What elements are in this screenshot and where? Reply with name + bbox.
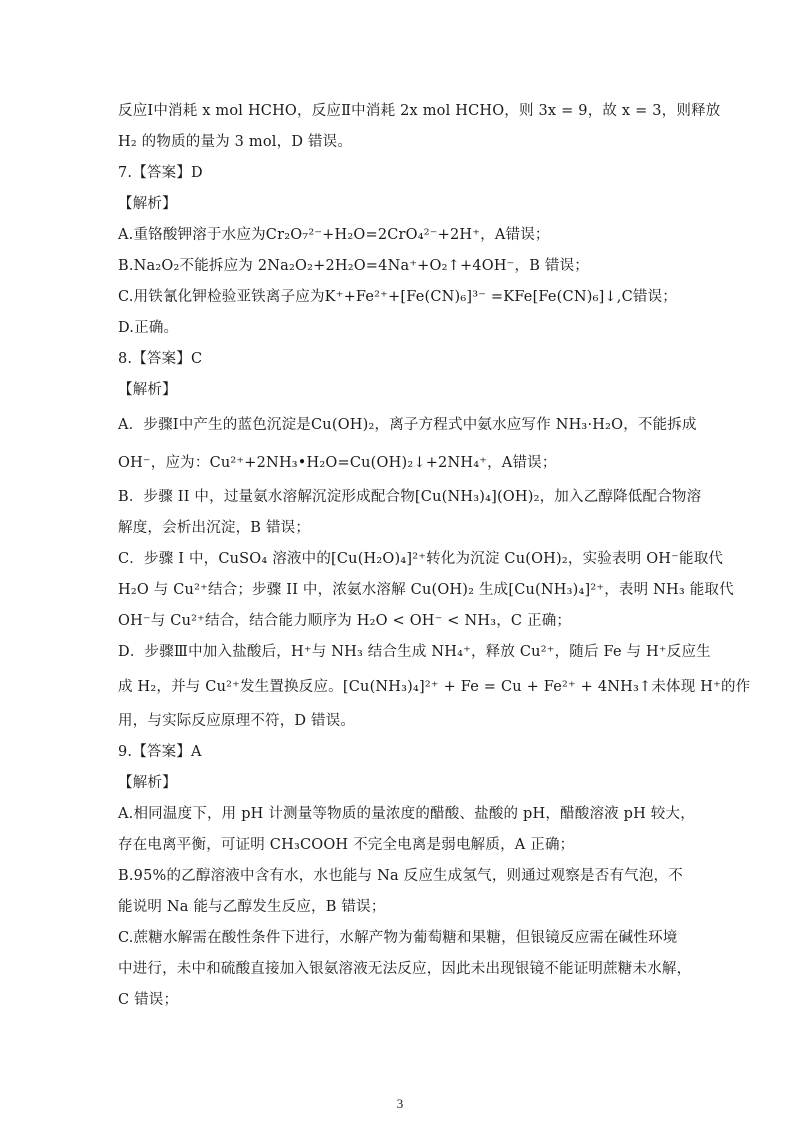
text-line: D.正确。 — [118, 320, 179, 336]
text-line: 反应Ⅰ中消耗 x mol HCHO，反应Ⅱ中消耗 2x mol HCHO，则 3x = 9，故 x = 3，则释放 — [118, 103, 721, 119]
text-line: A．步骤I中产生的蓝色沉淀是Cu(OH)₂，离子方程式中氨水应写作 NH₃·H₂O，不能拆成 — [118, 417, 697, 433]
text-line: C.用铁氰化钾检验亚铁离子应为K⁺+Fe²⁺+[Fe(CN)₆]³⁻ =KFe[Fe(CN)₆]↓,C错误； — [118, 289, 677, 305]
question-answer-heading: 8.【答案】C — [118, 351, 203, 367]
text-line: C．步骤 I 中，CuSO₄ 溶液中的[Cu(H₂O)₄]²⁺转化为沉淀 Cu(OH)₂，实验表明 OH⁻能取代 — [118, 551, 724, 567]
analysis-heading: 【解析】 — [118, 775, 177, 791]
text-line: B.95%的乙醇溶液中含有水，水也能与 Na 反应生成氢气，则通过观察是否有气泡，不 — [118, 868, 683, 884]
text-line: D．步骤Ⅲ中加入盐酸后，H⁺与 NH₃ 结合生成 NH₄⁺，释放 Cu²⁺，随后 Fe 与 H⁺反应生 — [118, 644, 711, 660]
text-line: H₂ 的物质的量为 3 mol，D 错误。 — [118, 134, 353, 150]
question-answer-heading: 9.【答案】A — [118, 744, 202, 760]
text-line: 成 H₂，并与 Cu²⁺发生置换反应。[Cu(NH₃)₄]²⁺ + Fe = Cu + Fe²⁺ + 4NH₃↑未体现 H⁺的作 — [118, 679, 751, 695]
text-line: 中进行，未中和硫酸直接加入银氨溶液无法反应，因此未出现银镜不能证明蔗糖未水解， — [118, 961, 692, 977]
question-answer-heading: 7.【答案】D — [118, 165, 203, 181]
text-line: B．步骤 II 中，过量氨水溶解沉淀形成配合物[Cu(NH₃)₄](OH)₂，加入乙醇降低配合物溶 — [118, 489, 702, 505]
page-number: 3 — [396, 1096, 404, 1111]
text-line: 能说明 Na 能与乙醇发生反应，B 错误； — [118, 899, 386, 915]
analysis-heading: 【解析】 — [118, 382, 177, 398]
text-line: 存在电离平衡，可证明 CH₃COOH 不完全电离是弱电解质，A 正确； — [118, 837, 575, 853]
text-line: 解度，会析出沉淀，B 错误； — [118, 520, 311, 536]
text-line: C 错误； — [118, 992, 179, 1008]
text-line: OH⁻，应为：Cu²⁺+2NH₃•H₂O=Cu(OH)₂↓+2NH₄⁺，A错误； — [118, 455, 557, 471]
text-line: 用，与实际反应原理不符，D 错误。 — [118, 713, 356, 729]
text-line: A.相同温度下，用 pH 计测量等物质的量浓度的醋酸、盐酸的 pH，醋酸溶液 pH 较大， — [118, 806, 695, 822]
analysis-heading: 【解析】 — [118, 196, 177, 212]
text-line: OH⁻与 Cu²⁺结合，结合能力顺序为 H₂O < OH⁻ < NH₃，C 正确； — [118, 613, 572, 629]
document-body — [118, 96, 751, 1016]
text-line: C.蔗糖水解需在酸性条件下进行，水解产物为葡萄糖和果糖，但银镜反应需在碱性环境 — [118, 930, 678, 946]
text-line: A.重铬酸钾溶于水应为Cr₂O₇²⁻+H₂O=2CrO₄²⁻+2H⁺，A错误； — [118, 227, 550, 243]
text-line: H₂O 与 Cu²⁺结合；步骤 II 中，浓氨水溶解 Cu(OH)₂ 生成[Cu(NH₃)₄]²⁺，表明 NH₃ 能取代 — [118, 582, 734, 598]
text-line: B.Na₂O₂不能拆应为 2Na₂O₂+2H₂O=4Na⁺+O₂↑+4OH⁻，B 错误； — [118, 258, 589, 274]
